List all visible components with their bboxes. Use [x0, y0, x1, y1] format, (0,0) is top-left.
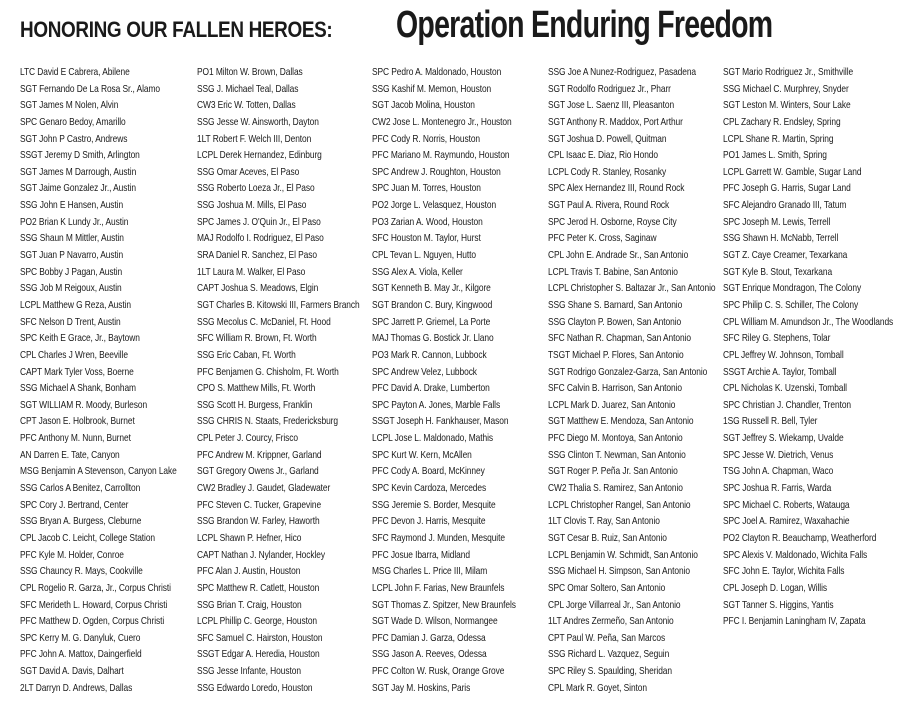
list-item: SFC Nelson D Trent, Austin	[20, 315, 121, 328]
list-item: LCPL Mark D. Juarez, San Antonio	[548, 398, 676, 411]
list-item: LCPL Benjamin W. Schmidt, San Antonio	[548, 548, 698, 561]
list-item: SGT Tanner S. Higgins, Yantis	[723, 598, 834, 611]
list-item: PFC Benjamen G. Chisholm, Ft. Worth	[197, 365, 339, 378]
list-item: CAPT Nathan J. Nylander, Hockley	[197, 548, 326, 561]
list-item: SGT Gregory Owens Jr., Garland	[197, 465, 319, 478]
list-item: SPC Joseph M. Lewis, Terrell	[723, 215, 831, 228]
list-item: SPC Omar Soltero, San Antonio	[548, 581, 666, 594]
list-item: PO1 James L. Smith, Spring	[723, 149, 827, 162]
list-item: PFC Alan J. Austin, Houston	[197, 565, 301, 578]
list-item: CPL John E. Andrade Sr., San Antonio	[548, 249, 689, 262]
list-item: PFC Steven C. Tucker, Grapevine	[197, 498, 322, 511]
list-item: SSG Shane S. Barnard, San Antonio	[548, 298, 683, 311]
list-item: SFC Riley G. Stephens, Tolar	[723, 332, 831, 345]
list-item: 2LT Darryn D. Andrews, Dallas	[20, 681, 133, 694]
list-item: SGT Thomas Z. Spitzer, New Braunfels	[372, 598, 516, 611]
list-item: SGT Jay M. Hoskins, Paris	[372, 681, 471, 694]
list-item: CPL Peter J. Courcy, Frisco	[197, 432, 298, 445]
list-item: LTC David E Cabrera, Abilene	[20, 66, 130, 78]
list-item: 1LT Clovis T. Ray, San Antonio	[548, 515, 660, 528]
list-item: TSG John A. Chapman, Waco	[723, 465, 834, 478]
list-item: SGT Roger P. Peña Jr. San Antonio	[548, 465, 678, 478]
list-item: CPL William M. Amundson Jr., The Woodlands	[723, 315, 894, 328]
list-item: SFC Houston M. Taylor, Hurst	[372, 232, 481, 245]
list-item: SSG Jason A. Reeves, Odessa	[372, 648, 487, 661]
list-item: SSG Job M Reigoux, Austin	[20, 282, 122, 295]
list-item: PO3 Mark R. Cannon, Lubbock	[372, 348, 487, 361]
list-item: SSG Bryan A. Burgess, Cleburne	[20, 515, 142, 528]
list-item: SGT Z. Caye Creamer, Texarkana	[723, 249, 848, 262]
list-item: 1SG Russell R. Bell, Tyler	[723, 415, 818, 428]
list-item: PFC Mariano M. Raymundo, Houston	[372, 149, 510, 162]
list-item: SPC Bobby J Pagan, Austin	[20, 265, 123, 278]
list-item: SFC Merideth L. Howard, Corpus Christi	[20, 598, 168, 611]
list-item: CPT Jason E. Holbrook, Burnet	[20, 415, 135, 428]
list-item: SGT James M Darrough, Austin	[20, 165, 137, 178]
list-item: PFC Cody R. Norris, Houston	[372, 132, 481, 145]
names-column-1	[20, 64, 200, 696]
list-item: LCPL Garrett W. Gamble, Sugar Land	[723, 165, 862, 178]
list-item: PFC Colton W. Rusk, Orange Grove	[372, 665, 505, 678]
list-item: SSG Jesse W. Ainsworth, Dayton	[197, 115, 319, 128]
list-item: SGT Joshua D. Powell, Quitman	[548, 132, 667, 145]
list-item: CPL Jeffrey W. Johnson, Tomball	[723, 348, 844, 361]
list-item: LCPL Matthew G Reza, Austin	[20, 298, 131, 311]
list-item: CPL Isaac E. Diaz, Rio Hondo	[548, 149, 658, 162]
list-item: SGT Charles B. Kitowski III, Farmers Branch	[197, 298, 360, 311]
list-item: SGT Matthew E. Mendoza, San Antonio	[548, 415, 694, 428]
list-item: SSG Brian T. Craig, Houston	[197, 598, 302, 611]
list-item: SPC Andrew Velez, Lubbock	[372, 365, 477, 378]
list-item: SSG Clayton P. Bowen, San Antonio	[548, 315, 682, 328]
list-item: PFC Josue Ibarra, Midland	[372, 548, 470, 561]
list-item: SFC Nathan R. Chapman, San Antonio	[548, 332, 691, 345]
list-item: LCPL Jose L. Maldonado, Mathis	[372, 432, 494, 445]
list-item: SGT Leston M. Winters, Sour Lake	[723, 99, 851, 112]
list-item: SSG Alex A. Viola, Keller	[372, 265, 463, 278]
list-item: SPC Jerod H. Osborne, Royse City	[548, 215, 677, 228]
list-item: SSG Chauncy R. Mays, Cookville	[20, 565, 143, 578]
list-item: SPC Kerry M. G. Danyluk, Cuero	[20, 631, 141, 644]
list-item: 1LT Andres Zermeño, San Antonio	[548, 615, 674, 628]
list-item: CPL Charles J Wren, Beeville	[20, 348, 128, 361]
list-item: SGT Jose L. Saenz III, Pleasanton	[548, 99, 675, 112]
list-item: SFC Calvin B. Harrison, San Antonio	[548, 382, 682, 395]
names-column-4	[548, 64, 728, 696]
list-item: SSG CHRIS N. Staats, Fredericksburg	[197, 415, 338, 428]
list-item: SGT John P Castro, Andrews	[20, 132, 128, 145]
list-item: CPL Tevan L. Nguyen, Hutto	[372, 249, 476, 262]
list-item: SGT Rodrigo Gonzalez-Garza, San Antonio	[548, 365, 708, 378]
list-item: SFC Alejandro Granado III, Tatum	[723, 199, 847, 212]
names-column-3	[372, 64, 552, 696]
list-item: CPO S. Matthew Mills, Ft. Worth	[197, 382, 316, 395]
list-item: MSG Benjamin A Stevenson, Canyon Lake	[20, 465, 177, 478]
list-item: SPC Joel A. Ramirez, Waxahachie	[723, 515, 850, 528]
list-item: SSG Roberto Loeza Jr., El Paso	[197, 182, 315, 195]
list-item: CPL Rogelio R. Garza, Jr., Corpus Christi	[20, 581, 171, 594]
list-item: SPC Andrew J. Roughton, Houston	[372, 165, 501, 178]
list-item: PFC John A. Mattox, Daingerfield	[20, 648, 142, 661]
list-item: PO2 Brian K Lundy Jr., Austin	[20, 215, 129, 228]
list-item: SSG John E Hansen, Austin	[20, 199, 124, 212]
list-item: SPC Pedro A. Maldonado, Houston	[372, 66, 502, 78]
page-header	[20, 4, 898, 48]
list-item: SGT Kyle B. Stout, Texarkana	[723, 265, 833, 278]
list-item: SPC Alex Hernandez III, Round Rock	[548, 182, 685, 195]
list-item: CW2 Jose L. Montenegro Jr., Houston	[372, 115, 512, 128]
list-item: SPC Jarrett P. Griemel, La Porte	[372, 315, 491, 328]
list-item: SSG Carlos A Benitez, Carrollton	[20, 482, 141, 495]
list-item: SPC Keith E Grace, Jr., Baytown	[20, 332, 140, 345]
list-item: PFC Devon J. Harris, Mesquite	[372, 515, 486, 528]
list-item: SSG Eric Caban, Ft. Worth	[197, 348, 296, 361]
list-item: SSG Shawn H. McNabb, Terrell	[723, 232, 839, 245]
list-item: SGT James M Nolen, Alvin	[20, 99, 119, 112]
list-item: SGT Paul A. Rivera, Round Rock	[548, 199, 670, 212]
list-item: SGT Anthony R. Maddox, Port Arthur	[548, 115, 683, 128]
list-item: SGT Mario Rodriguez Jr., Smithville	[723, 66, 854, 78]
list-item: SSG Joshua M. Mills, El Paso	[197, 199, 307, 212]
list-item: CPL Jorge Villarreal Jr., San Antonio	[548, 598, 681, 611]
names-columns	[0, 64, 900, 700]
list-item: SSGT Jeremy D Smith, Arlington	[20, 149, 140, 162]
list-item: SSG Richard L. Vazquez, Seguin	[548, 648, 670, 661]
list-item: LCPL Phillip C. George, Houston	[197, 615, 318, 628]
list-item: MAJ Rodolfo I. Rodriguez, El Paso	[197, 232, 324, 245]
list-item: SFC John E. Taylor, Wichita Falls	[723, 565, 845, 578]
list-item: SSG Omar Aceves, El Paso	[197, 165, 300, 178]
list-item: PFC Peter K. Cross, Saginaw	[548, 232, 657, 245]
list-item: SSGT Joseph H. Fankhauser, Mason	[372, 415, 509, 428]
list-item: SPC Christian J. Chandler, Trenton	[723, 398, 852, 411]
list-item: LCPL Christopher S. Baltazar Jr., San Antonio	[548, 282, 716, 295]
header-prefix: HONORING OUR FALLEN HEROES:	[20, 17, 333, 42]
list-item: CPT Paul W. Peña, San Marcos	[548, 631, 666, 644]
list-item: SSGT Archie A. Taylor, Tomball	[723, 365, 837, 378]
list-item: SPC Matthew R. Catlett, Houston	[197, 581, 320, 594]
list-item: CPL Nicholas K. Uzenski, Tomball	[723, 382, 847, 395]
list-item: SFC Raymond J. Munden, Mesquite	[372, 531, 505, 544]
list-item: CPL Jacob C. Leicht, College Station	[20, 531, 156, 544]
list-item: SGT Brandon C. Bury, Kingwood	[372, 298, 493, 311]
list-item: SGT Juan P Navarro, Austin	[20, 249, 124, 262]
list-item: SGT Rodolfo Rodriguez Jr., Pharr	[548, 82, 671, 95]
list-item: SGT David A. Davis, Dalhart	[20, 665, 124, 678]
list-item: CW2 Bradley J. Gaudet, Gladewater	[197, 482, 331, 495]
list-item: AN Darren E. Tate, Canyon	[20, 448, 120, 461]
list-item: SSG Joe A Nunez-Rodriguez, Pasadena	[548, 66, 697, 78]
list-item: 1LT Laura M. Walker, El Paso	[197, 265, 306, 278]
list-item: SSG Shaun M Mittler, Austin	[20, 232, 124, 245]
list-item: SSG Mecolus C. McDaniel, Ft. Hood	[197, 315, 331, 328]
list-item: SPC Juan M. Torres, Houston	[372, 182, 481, 195]
list-item: CW3 Eric W. Totten, Dallas	[197, 99, 296, 112]
list-item: SSG Jeremie S. Border, Mesquite	[372, 498, 496, 511]
list-item: SPC Philip C. S. Schiller, The Colony	[723, 298, 859, 311]
list-item: MAJ Thomas G. Bostick Jr. Llano	[372, 332, 494, 345]
list-item: PO1 Milton W. Brown, Dallas	[197, 66, 303, 78]
list-item: LCPL Travis T. Babine, San Antonio	[548, 265, 678, 278]
list-item: SSG Clinton T. Newman, San Antonio	[548, 448, 686, 461]
list-item: SPC Kevin Cardoza, Mercedes	[372, 482, 487, 495]
list-item: PFC I. Benjamin Laningham IV, Zapata	[723, 615, 866, 628]
list-item: MSG Charles L. Price III, Milam	[372, 565, 488, 578]
list-item: SFC William R. Brown, Ft. Worth	[197, 332, 317, 345]
list-item: SPC Riley S. Spaulding, Sheridan	[548, 665, 672, 678]
list-item: SSG J. Michael Teal, Dallas	[197, 82, 299, 95]
list-item: CPL Zachary R. Endsley, Spring	[723, 115, 841, 128]
list-item: SPC Cory J. Bertrand, Center	[20, 498, 129, 511]
list-item: SSG Michael C. Murphrey, Snyder	[723, 82, 849, 95]
list-item: LCPL John F. Farias, New Braunfels	[372, 581, 505, 594]
list-item: SGT Kenneth B. May Jr., Kilgore	[372, 282, 491, 295]
list-item: SGT Cesar B. Ruiz, San Antonio	[548, 531, 667, 544]
list-item: SSG Kashif M. Memon, Houston	[372, 82, 492, 95]
list-item: SGT Jeffrey S. Wiekamp, Uvalde	[723, 432, 844, 445]
list-item: SGT Jaime Gonzalez Jr., Austin	[20, 182, 137, 195]
list-item: SPC Kurt W. Kern, McAllen	[372, 448, 472, 461]
list-item: CW2 Thalia S. Ramirez, San Antonio	[548, 482, 683, 495]
list-item: SPC Joshua R. Farris, Warda	[723, 482, 832, 495]
list-item: LCPL Shane R. Martin, Spring	[723, 132, 834, 145]
list-item: PO2 Clayton R. Beauchamp, Weatherford	[723, 531, 877, 544]
list-item: LCPL Derek Hernandez, Edinburg	[197, 149, 322, 162]
list-item: SPC Genaro Bedoy, Amarillo	[20, 115, 126, 128]
list-item: SGT Enrique Mondragon, The Colony	[723, 282, 862, 295]
list-item: CPL Mark R. Goyet, Sinton	[548, 681, 647, 694]
list-item: SSG Brandon W. Farley, Haworth	[197, 515, 320, 528]
list-item: SSGT Edgar A. Heredia, Houston	[197, 648, 320, 661]
list-item: SSG Edwardo Loredo, Houston	[197, 681, 313, 694]
list-item: PO3 Zarian A. Wood, Houston	[372, 215, 483, 228]
names-column-2	[197, 64, 377, 696]
list-item: PFC David A. Drake, Lumberton	[372, 382, 490, 395]
list-item: TSGT Michael P. Flores, San Antonio	[548, 348, 684, 361]
list-item: SSG Michael A Shank, Bonham	[20, 382, 136, 395]
list-item: SGT Jacob Molina, Houston	[372, 99, 475, 112]
list-item: SSG Scott H. Burgess, Franklin	[197, 398, 313, 411]
list-item: SSG Michael H. Simpson, San Antonio	[548, 565, 690, 578]
list-item: SGT Fernando De La Rosa Sr., Alamo	[20, 82, 160, 95]
list-item: CAPT Mark Tyler Voss, Boerne	[20, 365, 134, 378]
page-title: Operation Enduring Freedom	[396, 4, 773, 46]
list-item: LCPL Christopher Rangel, San Antonio	[548, 498, 691, 511]
list-item: PFC Matthew D. Ogden, Corpus Christi	[20, 615, 165, 628]
list-item: LCPL Cody R. Stanley, Rosanky	[548, 165, 667, 178]
list-item: PFC Anthony M. Nunn, Burnet	[20, 432, 131, 445]
list-item: PFC Diego M. Montoya, San Antonio	[548, 432, 683, 445]
list-item: SPC Alexis V. Maldonado, Wichita Falls	[723, 548, 868, 561]
list-item: PFC Damian J. Garza, Odessa	[372, 631, 486, 644]
list-item: PFC Joseph G. Harris, Sugar Land	[723, 182, 851, 195]
list-item: LCPL Shawn P. Hefner, Hico	[197, 531, 302, 544]
list-item: CPL Joseph D. Logan, Willis	[723, 581, 827, 594]
list-item: 1LT Robert F. Welch III, Denton	[197, 132, 312, 145]
list-item: SGT WILLIAM R. Moody, Burleson	[20, 398, 148, 411]
names-column-5	[723, 64, 900, 630]
list-item: SRA Daniel R. Sanchez, El Paso	[197, 249, 317, 262]
list-item: CAPT Joshua S. Meadows, Elgin	[197, 282, 319, 295]
list-item: SPC Jesse W. Dietrich, Venus	[723, 448, 834, 461]
list-item: SPC Michael C. Roberts, Watauga	[723, 498, 850, 511]
list-item: SGT Wade D. Wilson, Normangee	[372, 615, 498, 628]
list-item: SSG Jesse Infante, Houston	[197, 665, 301, 678]
list-item: PFC Kyle M. Holder, Conroe	[20, 548, 124, 561]
list-item: PFC Andrew M. Krippner, Garland	[197, 448, 322, 461]
list-item: PO2 Jorge L. Velasquez, Houston	[372, 199, 497, 212]
list-item: PFC Cody A. Board, McKinney	[372, 465, 485, 478]
list-item: SPC James J. O'Quin Jr., El Paso	[197, 215, 321, 228]
list-item: SFC Samuel C. Hairston, Houston	[197, 631, 323, 644]
list-item: SPC Payton A. Jones, Marble Falls	[372, 398, 501, 411]
